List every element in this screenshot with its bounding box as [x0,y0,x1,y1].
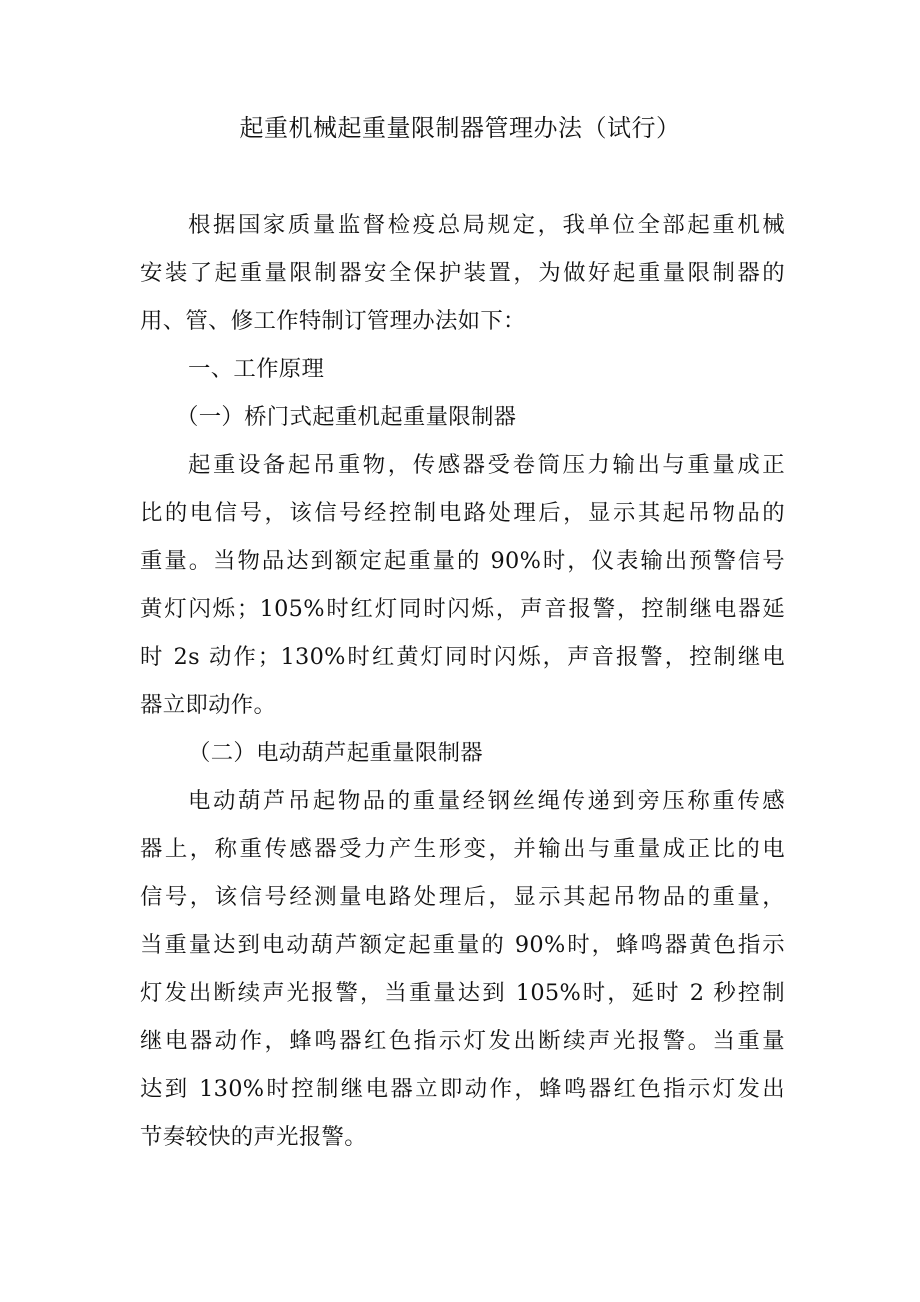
paragraph-line: 起重设备起吊重物，传感器受卷筒压力输出与重量成正 [188,452,785,478]
paragraph-line: 一、工作原理 [188,356,325,382]
paragraph-line: 灯发出断续声光报警，当重量达到 105%时，延时 2 秒控制 [140,980,785,1006]
paragraph-line: 时 2s 动作；130%时红黄灯同时闪烁，声音报警，控制继电 [140,644,785,670]
paragraph-line: 达到 130%时控制继电器立即动作，蜂鸣器红色指示灯发出 [140,1076,785,1102]
paragraph-line: 电动葫芦吊起物品的重量经钢丝绳传递到旁压称重传感 [188,788,785,814]
paragraph-line: 黄灯闪烁；105%时红灯同时闪烁，声音报警，控制继电器延 [140,596,785,622]
paragraph-line: 器立即动作。 [140,692,277,718]
paragraph-line: 比的电信号，该信号经控制电路处理后，显示其起吊物品的 [140,500,785,526]
paragraph-line: （一）桥门式起重机起重量限制器 [176,404,517,430]
paragraph-line: 用、管、修工作特制订管理办法如下： [140,308,526,334]
paragraph-line: 继电器动作，蜂鸣器红色指示灯发出断续声光报警。当重量 [140,1028,785,1054]
paragraph-line: 器上，称重传感器受力产生形变，并输出与重量成正比的电 [140,836,785,862]
paragraph-line: 安装了起重量限制器安全保护装置，为做好起重量限制器的 [140,260,785,286]
paragraph-line: 当重量达到电动葫芦额定起重量的 90%时，蜂鸣器黄色指示 [140,932,785,958]
document-title: 起重机械起重量限制器管理办法（试行） [239,114,681,142]
paragraph-line: （二）电动葫芦起重量限制器 [188,740,483,766]
paragraph-line: 节奏较快的声光报警。 [140,1124,367,1150]
paragraph-line: 信号，该信号经测量电路处理后，显示其起吊物品的重量， [140,884,785,910]
paragraph-line: 根据国家质量监督检疫总局规定，我单位全部起重机械 [188,212,785,238]
paragraph-line: 重量。当物品达到额定起重量的 90%时，仪表输出预警信号 [140,548,785,574]
